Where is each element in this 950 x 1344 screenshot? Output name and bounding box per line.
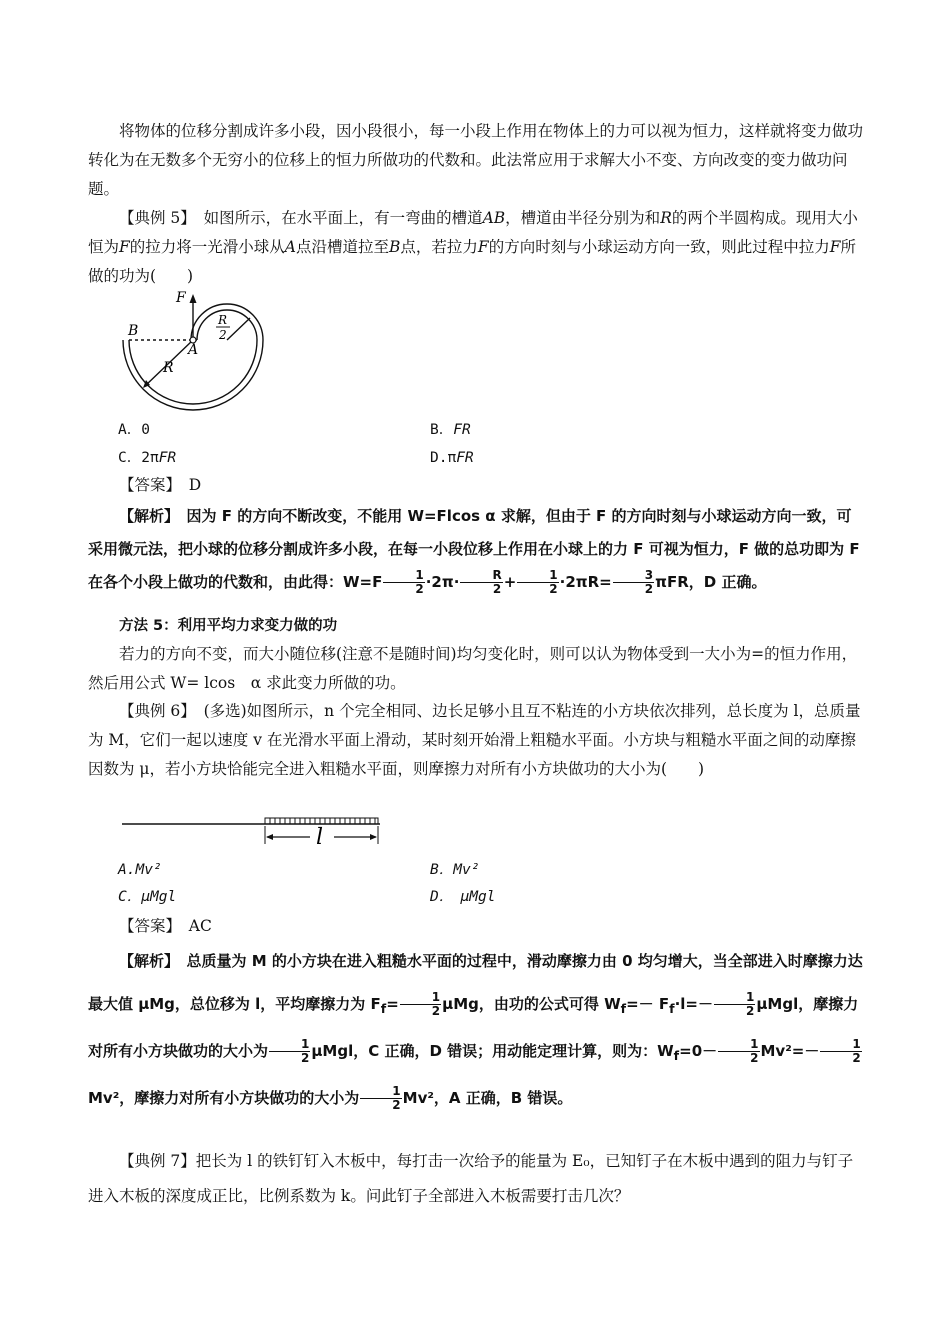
label-R-over-2-den: 2 [219,328,227,342]
ex6-option-b[interactable]: B．Mv² [430,862,480,878]
label-A: A [188,342,199,358]
label-l: l [316,825,324,850]
example-6-question: 【典例 6】 (多选)如图所示，n 个完全相同、边长足够小且互不粘连的小方块依次排列，总长度为 l，总质量为 M，它们一起以速度 v 在光滑水平面上滑动，某时刻开始滑上粗糙水平面。小方块与粗糙水平面之间的动摩擦因数为 μ，若小方块恰能完全进入粗糙水平面，则摩擦力对所有小方块做功的大小为( ) [88,702,861,778]
ex6-option-a[interactable]: A.Mv² [118,862,162,878]
label-B: B [128,323,139,339]
ex5-option-d[interactable]: D.πFR [430,450,474,466]
blocks-row [265,818,378,824]
ex6-answer: 【答案】 AC [119,917,212,935]
label-F: F [176,290,186,306]
groove-track-figure [115,288,280,416]
ex6-solution: 【解析】 总质量为 M 的小方块在进入粗糙水平面的过程中，滑动摩擦力由 0 均匀增大，当全部进入时摩擦力达最大值 μMg，总位移为 l，平均摩擦力为 $F_f=$ $\frac{1}{2}$ μMg，由功的公式可得 $W_f=- F_f\cdot l=-$ $\frac{1}{2}$ μMgl，摩擦力对所有小方块做功的大小为 $\frac{1}{2}$ μMgl，C 正确，D 错误；用动能定理计算，则为：$W_f=0-$ $\frac{1}{2}$ Mv²=－ $\frac{1}{2}$ Mv²，摩擦力对所有小方块做功的大小为 $\frac{1}{2}$ Mv²，A 正确，B 错误。 [88,952,863,1112]
force-arrowhead [190,294,197,303]
ex5-option-b[interactable]: B．FR [430,422,471,438]
example-5-tag: 【典例 5】 [119,209,189,227]
example-5-question: 【典例 5】 如图所示，在水平面上，有一弯曲的槽道AB，槽道由半径分别为和R的两个半圆构成。现用大小恒为F的拉力将一光滑小球从A点沿槽道拉至B点，若拉力F的方向时刻与小球运动方向一致，则此过程中拉力F所做的功为( ) [88,209,858,285]
blocks-figure [120,810,385,850]
ex6-option-d[interactable]: D． μMgl [430,889,496,905]
ex6-option-c[interactable]: C．μMgl [118,889,177,905]
intro-paragraph: 将物体的位移分割成许多小段，因小段很小，每一小段上作用在物体上的力可以视为恒力，这样就将变力做功转化为在无数多个无穷小的位移上的恒力所做功的代数和。此法常应用于求解大小不变、方向改变的变力做功问题。 [88,122,864,198]
example-7-question: 【典例 7】把长为 l 的铁钉钉入木板中，每打击一次给予的能量为 E₀，已知钉子在木板中遇到的阻力与钉子进入木板的深度成正比，比例系数为 k。问此钉子全部进入木板需要打击几次？ [88,1152,854,1205]
ex5-solution: 【解析】 因为 F 的方向不断改变，不能用 W=Flcos α 求解，但由于 F 的方向时刻与小球运动方向一致，可采用微元法，把小球的位移分割成许多小段，在每一小段位移上作用在小球上的力 F 可视为恒力，F 做的总功即为 F 在各个小段上做功的代数和，由此得：W=F $\frac{1}{2}$ ·2π· $\frac{R}{2}$ + $\frac{1}{2}$ ·2πR= $\frac{3}{2}$ πFR，D 正确。 [88,507,860,596]
ex5-option-a[interactable]: A．0 [118,422,150,438]
method-5-text: 若力的方向不变，而大小随位移(注意不是随时间)均匀变化时，则可以认为物体受到一大小为=的恒力作用，然后用公式 W= lcos α 求此变力所做的功。 [88,645,858,692]
half-radius-line [227,318,250,340]
ex5-option-c[interactable]: C．2πFR [118,450,177,466]
method-5-title: 方法 5：利用平均力求变力做的功 [119,618,338,634]
label-R: R [163,360,174,376]
label-R-over-2-num: R [218,313,228,327]
ex5-answer: 【答案】 D [119,476,202,494]
